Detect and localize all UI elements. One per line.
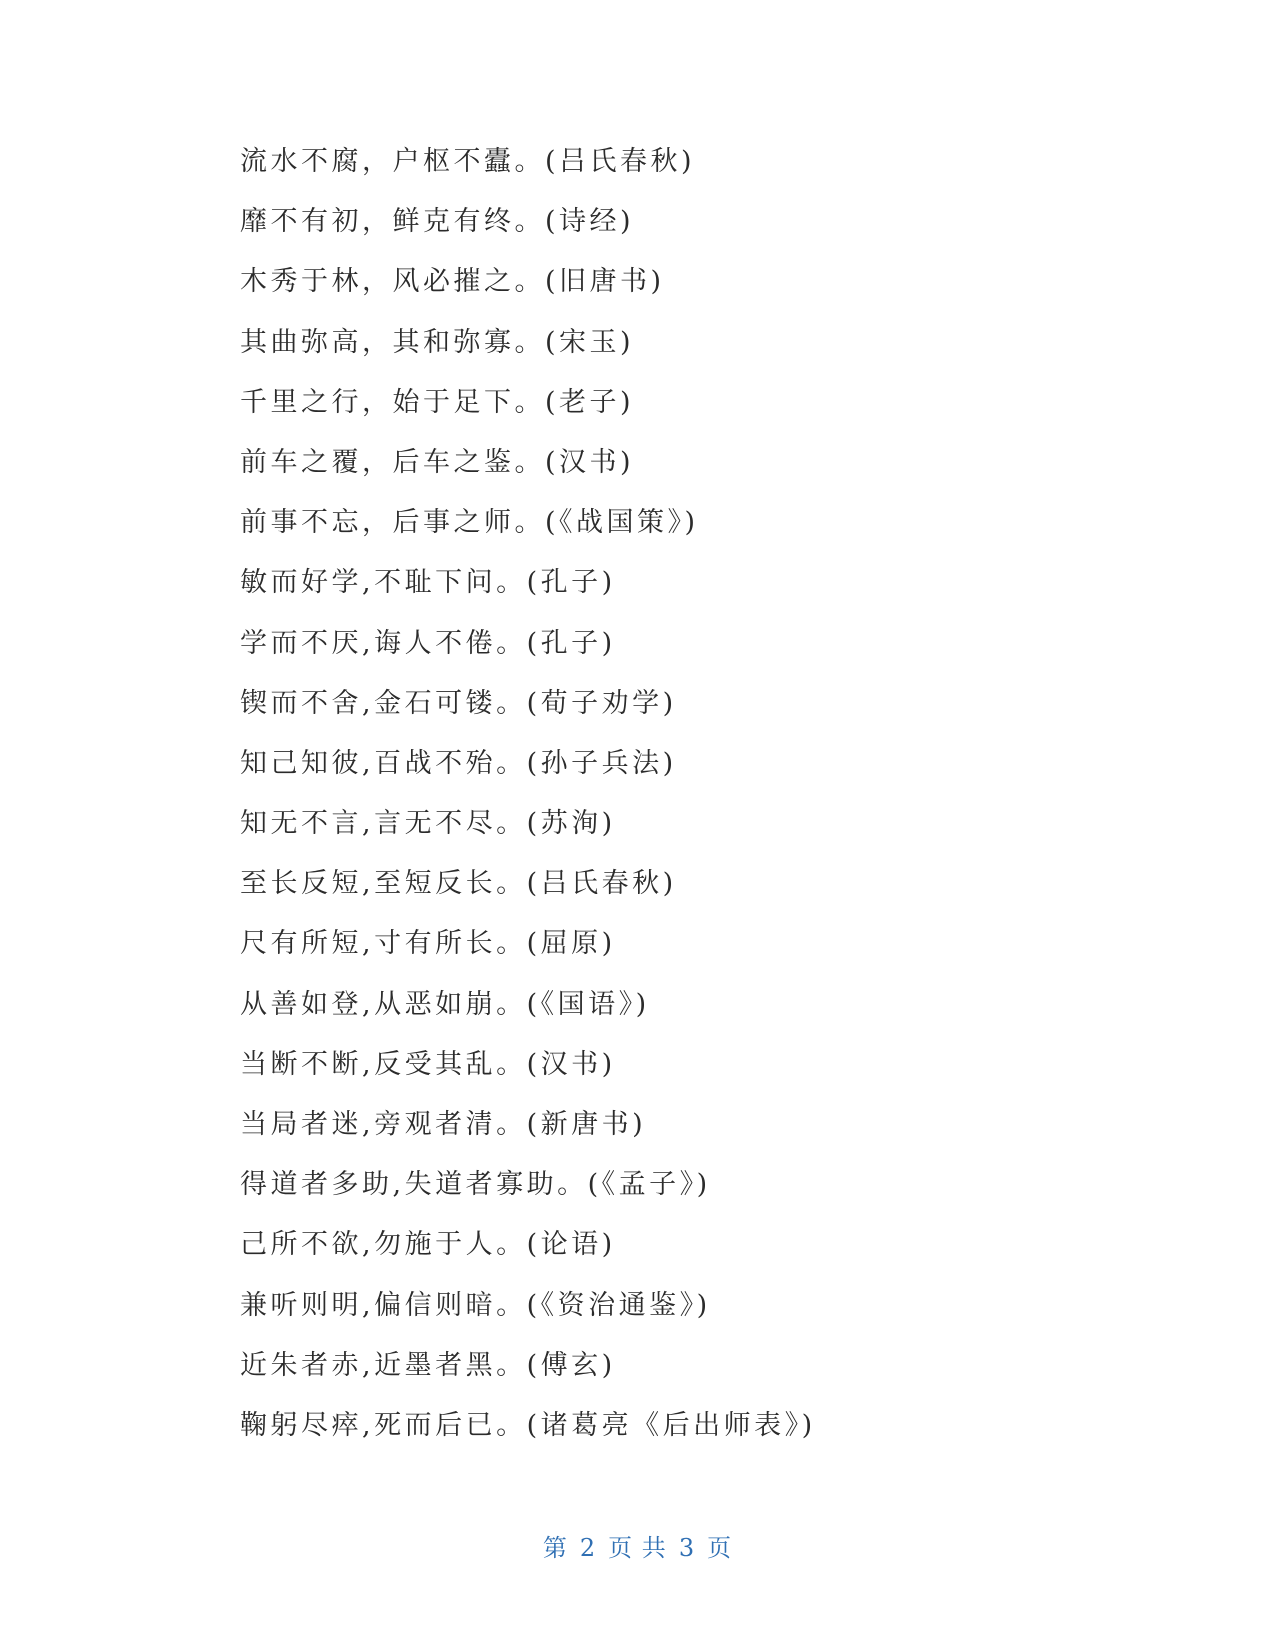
quote-line: 兼听则明,偏信则暗。(《资治通鉴》): [240, 1289, 711, 1321]
footer-prefix: 第: [542, 1534, 568, 1562]
quote-line: 己所不欲,勿施于人。(论语): [240, 1229, 616, 1261]
quote-line: 尺有所短,寸有所长。(屈原): [240, 928, 616, 960]
quote-line: 锲而不舍,金石可镂。(荀子劝学): [240, 687, 677, 719]
quote-line: 从善如登,从恶如崩。(《国语》): [240, 988, 650, 1020]
quote-line: 得道者多助,失道者寡助。(《孟子》): [240, 1169, 711, 1201]
quote-line: 千里之行，始于足下。(老子): [240, 386, 635, 418]
quote-line: 近朱者赤,近墨者黑。(傅玄): [240, 1349, 616, 1381]
quote-line: 知无不言,言无不尽。(苏洵): [240, 808, 616, 840]
quote-line: 前事不忘，后事之师。(《战国策》): [240, 507, 699, 539]
quote-list: [240, 140, 1140, 1464]
quote-line: 当局者迷,旁观者清。(新唐书): [240, 1109, 647, 1140]
quote-line: 敏而好学,不耻下问。(孔子): [240, 567, 616, 599]
footer-suffix: 页: [707, 1534, 733, 1562]
quote-line: 当断不断,反受其乱。(汉书): [240, 1048, 616, 1080]
quote-line: 学而不厌,诲人不倦。(孔子): [240, 627, 616, 659]
footer-total-pages: 3: [678, 1534, 696, 1562]
footer-page-number: 2: [579, 1534, 597, 1562]
quote-line: 流水不腐，户枢不蠹。(吕氏春秋): [240, 146, 696, 177]
quote-line: 木秀于林，风必摧之。(旧唐书): [240, 266, 665, 298]
quote-line: 知己知彼,百战不殆。(孙子兵法): [240, 747, 677, 779]
page-footer: [0, 1528, 1275, 1563]
footer-middle: 页 共: [608, 1534, 667, 1562]
quote-line: 靡不有初，鲜克有终。(诗经): [240, 206, 635, 238]
quote-line: 至长反短,至短反长。(吕氏春秋): [240, 868, 677, 900]
quote-line: 前车之覆，后车之鉴。(汉书): [240, 446, 635, 478]
quote-line: 鞠躬尽瘁,死而后已。(诸葛亮《后出师表》): [240, 1409, 816, 1441]
quote-line: 其曲弥高，其和弥寡。(宋玉): [240, 326, 635, 358]
